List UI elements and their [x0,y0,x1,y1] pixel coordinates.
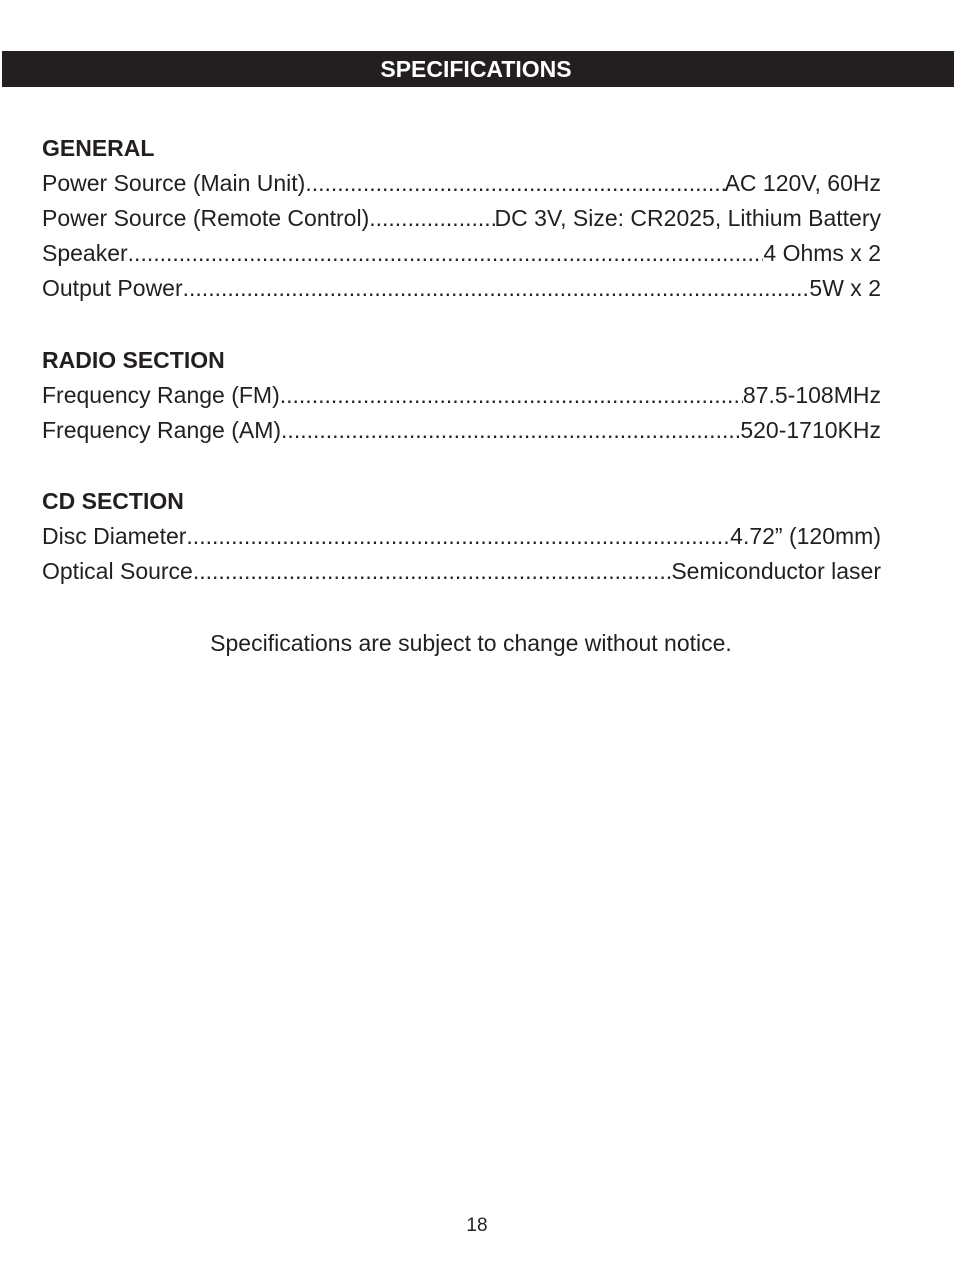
leader-dots [193,556,671,586]
spec-row [42,415,881,450]
spec-label: Optical Source [42,558,193,584]
section-title: CD SECTION [42,488,184,514]
spec-value: Semiconductor laser [671,558,881,584]
spec-row [42,380,881,415]
leader-dots [183,273,810,303]
page-header-bar [2,51,954,87]
spec-label: Frequency Range (FM) [42,382,280,408]
notice-text: Specifications are subject to change without notice. [210,630,732,656]
spec-label: Power Source (Remote Control) [42,205,370,231]
section-radio [42,345,881,450]
leader-dots [369,203,494,233]
page-number: 18 [466,1215,488,1236]
spec-value: DC 3V, Size: CR2025, Lithium Battery [494,205,881,231]
spec-value: 5W x 2 [809,275,881,301]
spec-value: 4.72” (120mm) [730,523,881,549]
spec-value: AC 120V, 60Hz [724,170,881,196]
spec-label: Frequency Range (AM) [42,417,282,443]
section-title: RADIO SECTION [42,347,225,373]
leader-dots [186,521,730,551]
spec-row [42,168,881,203]
change-notice [0,628,954,658]
leader-dots [128,238,764,268]
spec-row [42,203,881,238]
spec-value: 87.5-108MHz [742,382,881,408]
spec-label: Disc Diameter [42,523,187,549]
section-title: GENERAL [42,135,155,161]
leader-dots [305,168,724,198]
leader-dots [280,380,743,410]
section-cd [42,486,881,591]
spec-row [42,521,881,556]
spec-row [42,556,881,591]
spec-row [42,238,881,273]
spec-value: 4 Ohms x 2 [763,240,881,266]
section-general [42,133,881,308]
leader-dots [281,415,740,445]
spec-label: Power Source (Main Unit) [42,170,306,196]
spec-label: Output Power [42,275,183,301]
spec-value: 520-1710KHz [740,417,881,443]
spec-label: Speaker [42,240,128,266]
page-title: SPECIFICATIONS [380,56,572,82]
spec-row [42,273,881,308]
